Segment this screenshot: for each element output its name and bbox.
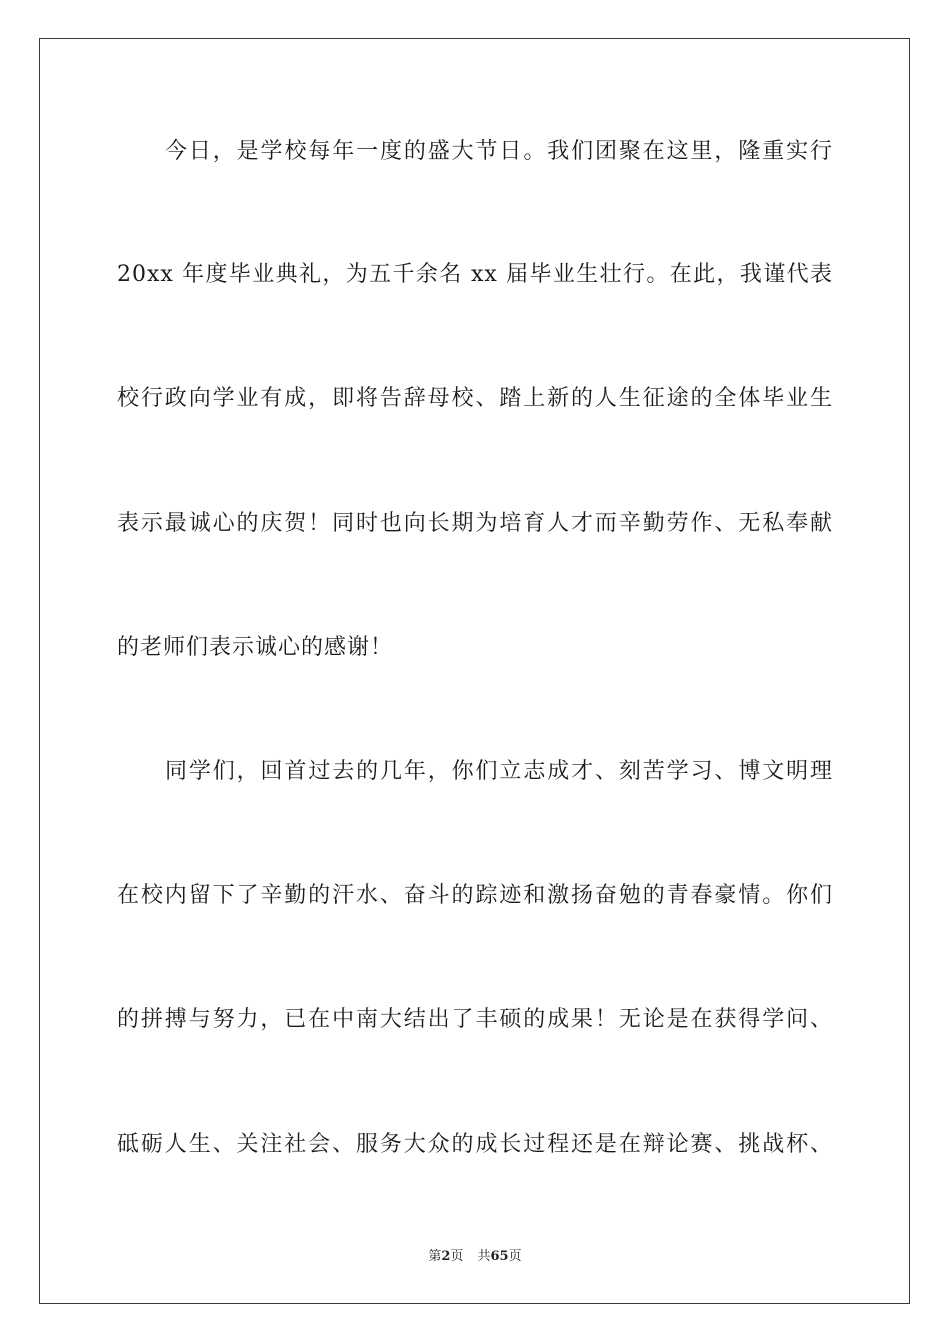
paragraph-2-line-3: 的拼搏与努力，已在中南大结出了丰硕的成果！无论是在获得学问、 [117,1007,833,1032]
paragraph-1-line-2: 20xx 年度毕业典礼，为五千余名 xx 届毕业生壮行。在此，我谨代表 [117,262,833,287]
total-prefix: 共 [477,1249,491,1264]
paragraph-1-line-4: 表示最诚心的庆贺！同时也向长期为培育人才而辛勤劳作、无私奉献 [117,511,833,536]
paragraph-2-line-1: 同学们，回首过去的几年，你们立志成才、刻苦学习、博文明理 [165,759,833,784]
paragraph-2-line-2: 在校内留下了辛勤的汗水、奋斗的踪迹和激扬奋勉的青春豪情。你们 [117,883,833,908]
page-number: 2 [441,1249,451,1264]
page-footer [0,1248,950,1266]
page-prefix: 第 [428,1249,442,1264]
paragraph-1-line-1: 今日，是学校每年一度的盛大节日。我们团聚在这里，隆重实行 [165,139,833,164]
paragraph-2-line-4: 砥砺人生、关注社会、服务大众的成长过程还是在辩论赛、挑战杯、 [117,1132,833,1157]
paragraph-1-line-5: 的老师们表示诚心的感谢！ [117,635,394,660]
page-suffix: 页 [450,1249,464,1264]
paragraph-1-line-3: 校行政向学业有成，即将告辞母校、踏上新的人生征途的全体毕业生 [117,386,833,411]
total-pages: 65 [490,1249,509,1264]
page-border [39,38,910,1304]
total-suffix: 页 [508,1249,522,1264]
